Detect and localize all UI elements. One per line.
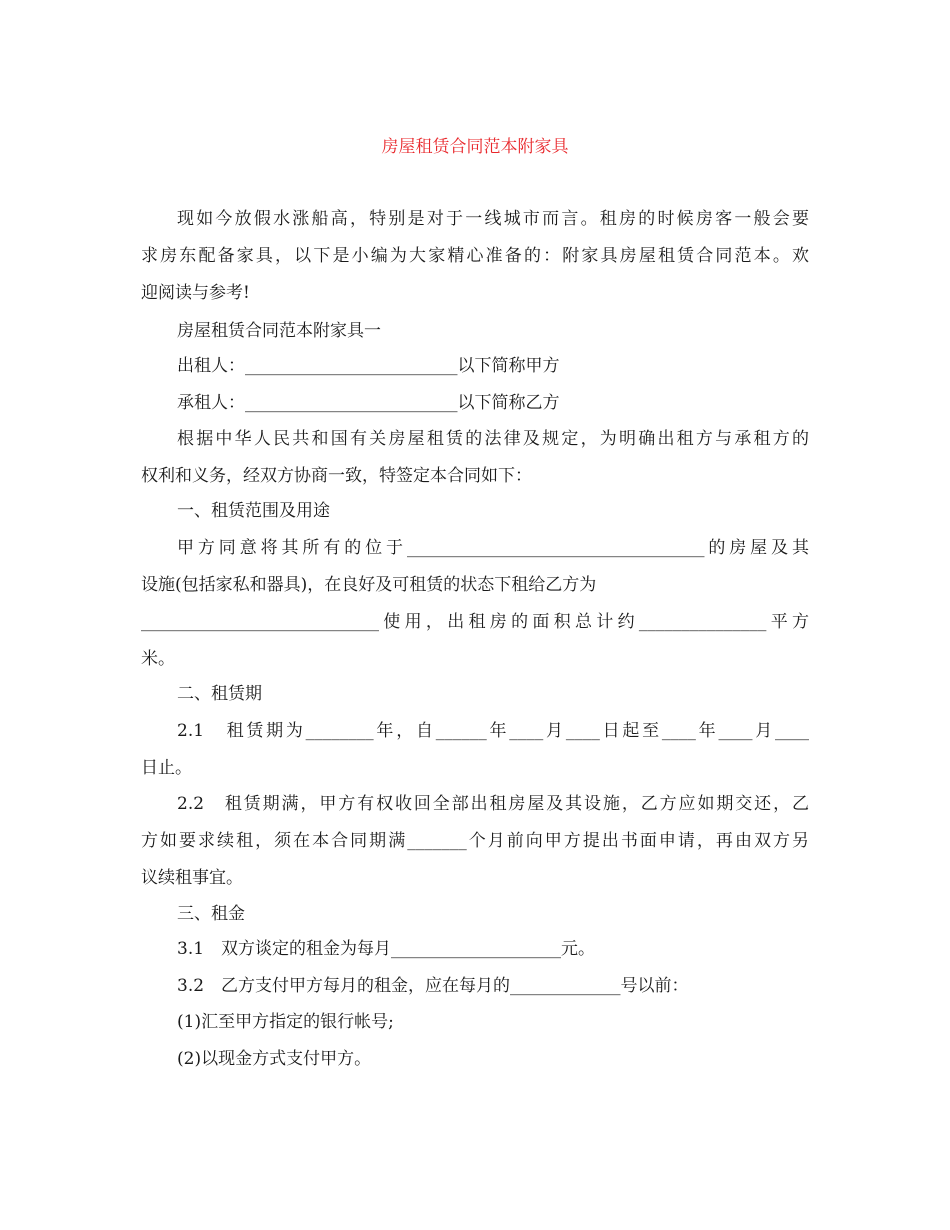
paragraph-line: 方如要求续租，须在本合同期满_______个月前向甲方提出书面申请，再由双方另	[141, 831, 809, 851]
paragraph-line: 议续租事宜。	[141, 868, 243, 888]
paragraph-line: 求房东配备家具，以下是小编为大家精心准备的：附家具房屋租赁合同范本。欢	[141, 246, 809, 266]
paragraph-line: 根据中华人民共和国有关房屋租赁的法律及规定，为明确出租方与承租方的	[177, 429, 809, 449]
paragraph-line: 2.1 租赁期为________年，自______年____月____日起至____年____月____	[177, 721, 809, 741]
paragraph-line: 3.2 乙方支付甲方每月的租金，应在每月的_____________号以前：	[177, 976, 689, 996]
paragraph-line: 2.2 租赁期满，甲方有权收回全部出租房屋及其设施，乙方应如期交还，乙	[177, 794, 809, 814]
paragraph-line: 米。	[141, 649, 175, 669]
paragraph-line: 设施(包括家私和器具)，在良好及可租赁的状态下租给乙方为	[141, 575, 597, 595]
paragraph-line: 现如今放假水涨船高，特别是对于一线城市而言。租房的时候房客一般会要	[177, 209, 809, 229]
paragraph-line: 迎阅读与参考!	[141, 283, 250, 303]
paragraph-line: 日止。	[141, 758, 192, 778]
clause-heading: 二、租赁期	[177, 684, 262, 704]
lessor-line: 出租人：_________________________以下简称甲方	[177, 356, 560, 376]
paragraph-line: 3.1 双方谈定的租金为每月____________________元。	[177, 939, 596, 959]
clause-heading: 一、租赁范围及用途	[177, 501, 330, 521]
paragraph-line: 甲方同意将其所有的位于___________________________________的房屋及其	[177, 538, 809, 558]
list-item: (1)汇至甲方指定的银行帐号;	[177, 1012, 394, 1032]
paragraph-line: ____________________________使用，出租房的面积总计约_______________平方	[141, 612, 809, 632]
section-heading: 房屋租赁合同范本附家具一	[177, 321, 381, 341]
clause-heading: 三、租金	[177, 904, 245, 924]
document-title: 房屋租赁合同范本附家具	[381, 137, 569, 157]
paragraph-line: 权利和义务，经双方协商一致，特签定本合同如下：	[141, 466, 532, 486]
list-item: (2)以现金方式支付甲方。	[177, 1049, 372, 1069]
lessee-line: 承租人：_________________________以下简称乙方	[177, 393, 560, 413]
